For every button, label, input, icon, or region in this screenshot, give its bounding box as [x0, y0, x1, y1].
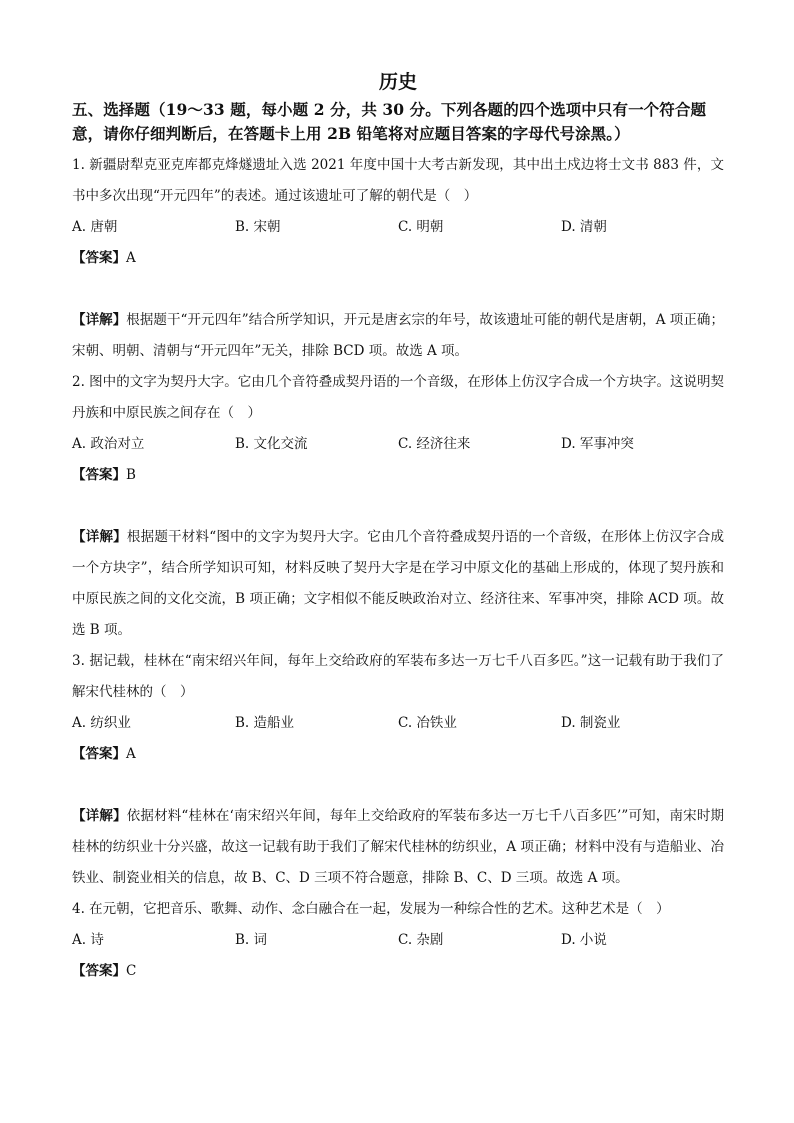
question-2	[72, 367, 724, 646]
section-heading: 五、选择题（19～33 题，每小题 2 分，共 30 分。下列各题的四个选项中只有一个符合题意，请你仔细判断后，在答题卡上用 2B 铅笔将对应题目答案的字母代号涂黑。）	[72, 100, 707, 143]
option-b: B. 宋朝	[235, 219, 281, 235]
answer-value: C	[126, 963, 137, 979]
option-a: A. 纺织业	[72, 715, 131, 731]
detail-line	[72, 801, 724, 894]
question-stem: 3. 据记载，桂林在“南宋绍兴年间，每年上交给政府的军装布多达一万七千八百多匹。”这一记载有助于我们了解宋代桂林的（ ）	[72, 653, 724, 700]
option-d: D. 小说	[561, 932, 607, 948]
answer-line	[72, 460, 724, 491]
question-options	[72, 925, 724, 956]
option-d: D. 清朝	[561, 219, 607, 235]
option-c: C. 冶铁业	[398, 715, 457, 731]
answer-value: A	[126, 250, 136, 266]
detail-text: 根据题干材料“图中的文字为契丹大字。它由几个音符叠成契丹语的一个音级，在形体上仿汉字合成一个方块字”，结合所学知识可知，材料反映了契丹大字是在学习中原文化的基础上形成的，体现了契丹族和中原民族之间的文化交流，B 项正确；文字相似不能反映政治对立、经济往来、军事冲突，排除 ACD 项。故选 B 项。	[72, 529, 724, 638]
answer-value: A	[126, 746, 136, 762]
option-d: D. 制瓷业	[561, 715, 621, 731]
document-page	[72, 66, 724, 987]
answer-tag: 【答案】	[72, 467, 126, 483]
answer-line	[72, 739, 724, 770]
detail-tag: 【详解】	[72, 529, 127, 545]
answer-tag: 【答案】	[72, 746, 126, 762]
option-a: A. 政治对立	[72, 436, 145, 452]
option-b: B. 文化交流	[235, 436, 308, 452]
detail-text: 根据题干“开元四年”结合所学知识，开元是唐玄宗的年号，故该遗址可能的朝代是唐朝，A 项正确；宋朝、明朝、清朝与“开元四年”无关，排除 BCD 项。故选 A 项。	[72, 312, 725, 359]
option-c: C. 明朝	[398, 219, 444, 235]
question-stem: 1. 新疆尉犁克亚克库都克烽燧遗址入选 2021 年度中国十大考古新发现，其中出土戍边将士文书 883 件，文书中多次出现“开元四年”的表述。通过该遗址可了解的朝代是（ ）	[72, 157, 724, 204]
spacer	[72, 274, 724, 305]
question-stem: 2. 图中的文字为契丹大字。它由几个音符叠成契丹语的一个音级，在形体上仿汉字合成一个方块字。这说明契丹族和中原民族之间存在（ ）	[72, 374, 724, 421]
detail-line	[72, 522, 724, 646]
page-title: 历史	[378, 71, 417, 93]
answer-tag: 【答案】	[72, 963, 126, 979]
answer-tag: 【答案】	[72, 250, 126, 266]
question-1	[72, 150, 724, 367]
question-options	[72, 708, 724, 739]
spacer	[72, 770, 724, 801]
detail-text: 依据材料“桂林在‘南宋绍兴年间，每年上交给政府的军装布多达一万七千八百多匹’”可知，南宋时期桂林的纺织业十分兴盛，故这一记载有助于我们了解宋代桂林的纺织业，A 项正确；材料中没有与造船业、冶铁业、制瓷业相关的信息，故 B、C、D 三项不符合题意，排除 B、C、D 三项。故选 A 项。	[72, 808, 724, 886]
question-4	[72, 894, 724, 987]
option-c: C. 经济往来	[398, 436, 471, 452]
question-options	[72, 212, 724, 243]
option-b: B. 造船业	[235, 715, 295, 731]
question-stem: 4. 在元朝，它把音乐、歌舞、动作、念白融合在一起，发展为一种综合性的艺术。这种艺术是（ ）	[72, 901, 670, 917]
option-a: A. 唐朝	[72, 219, 118, 235]
option-b: B. 词	[235, 932, 268, 948]
answer-line	[72, 243, 724, 274]
detail-line	[72, 305, 724, 367]
option-a: A. 诗	[72, 932, 104, 948]
question-3	[72, 646, 724, 894]
answer-line	[72, 956, 724, 987]
answer-value: B	[126, 467, 136, 483]
detail-tag: 【详解】	[72, 808, 127, 824]
option-d: D. 军事冲突	[561, 436, 634, 452]
detail-tag: 【详解】	[72, 312, 127, 328]
option-c: C. 杂剧	[398, 932, 444, 948]
question-options	[72, 429, 724, 460]
spacer	[72, 491, 724, 522]
